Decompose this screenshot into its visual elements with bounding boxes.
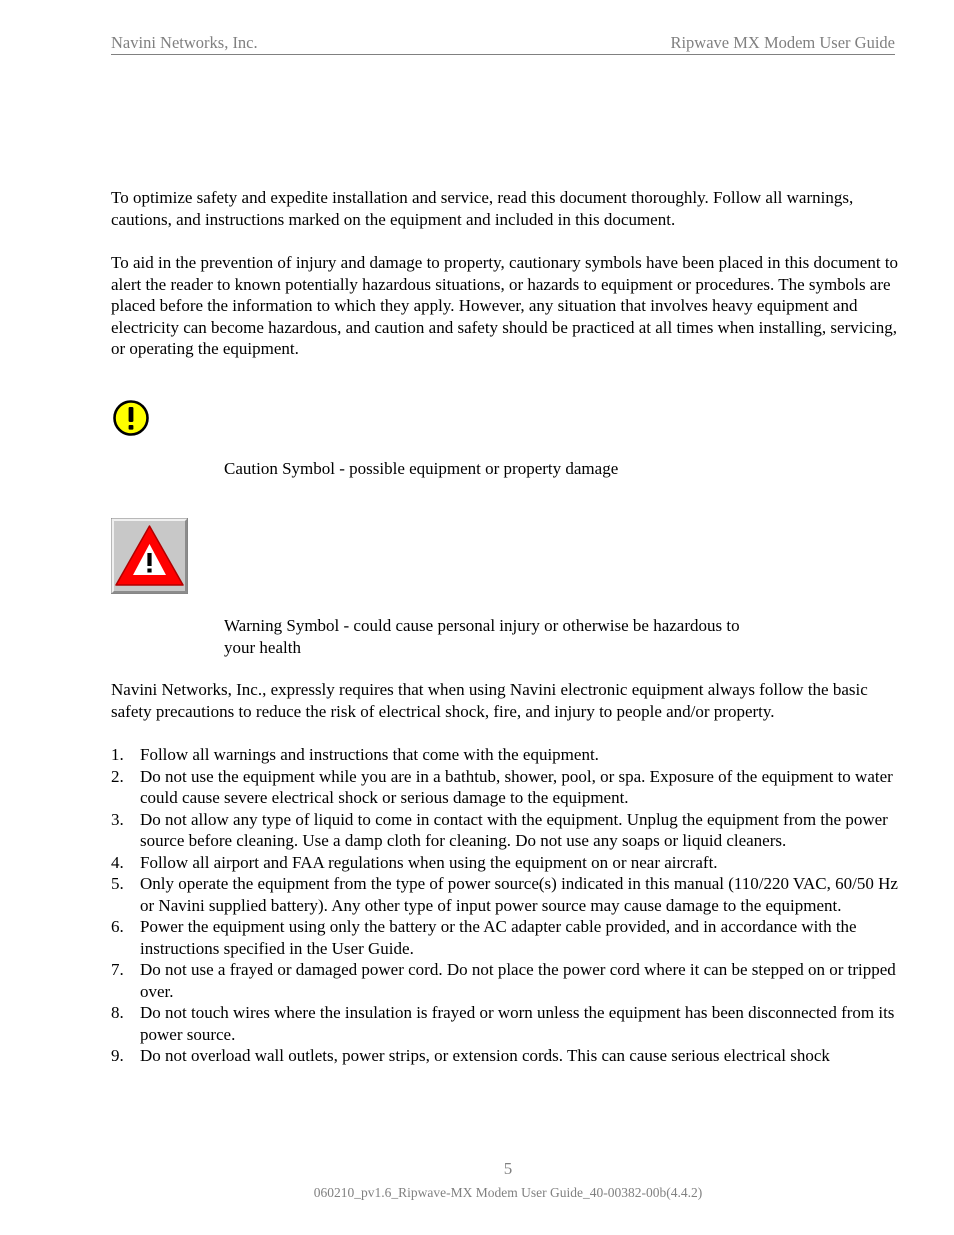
list-item-number: 9. <box>111 1046 124 1065</box>
list-item-text: Do not allow any type of liquid to come in contact with the equipment. Unplug the equipment from the power source before cleaning. Use a damp cloth for cleaning. Do not use any soaps or liquid cleaners. <box>140 809 888 850</box>
list-item-number: 4. <box>111 852 124 872</box>
list-item-text: Follow all warnings and instructions that come with the equipment. <box>140 745 599 764</box>
warning-caption <box>224 615 824 658</box>
intro-paragraph-2: To aid in the prevention of injury and damage to property, cautionary symbols have been placed in this document to alert the reader to known potentially hazardous situations, or hazards to equipment or procedures. The symbols are placed before the information to which they apply. However, any situation that involves heavy equipment and electricity can become hazardous, and caution and safety should be practiced at all times when installing, servicing, or operating the equipment. <box>111 253 899 358</box>
list-item <box>111 873 906 916</box>
list-item-text: Do not touch wires where the insulation is frayed or worn unless the equipment has been disconnected from its power source. <box>140 1003 895 1044</box>
precautions-list <box>111 744 906 1067</box>
list-item <box>111 959 906 1002</box>
list-item-text: Follow all airport and FAA regulations when using the equipment on or near aircraft. <box>140 852 718 872</box>
list-item-number: 3. <box>111 809 124 829</box>
list-item <box>111 1002 906 1045</box>
warning-caption-line-1: Warning Symbol - could cause personal injury or otherwise be hazardous to <box>224 616 740 635</box>
list-item-number: 7. <box>111 960 124 979</box>
list-item-text: Do not use a frayed or damaged power cord. Do not place the power cord where it can be stepped on or tripped over. <box>140 960 896 1001</box>
header-company: Navini Networks, Inc. <box>111 33 258 52</box>
list-item-number: 2. <box>111 766 124 786</box>
footer-document-id: 060210_pv1.6_Ripwave-MX Modem User Guide_40-00382-00b(4.4.2) <box>313 1185 703 1200</box>
list-item-number: 5. <box>111 874 124 893</box>
list-item-text: Do not overload wall outlets, power strips, or extension cords. This can cause serious electrical shock <box>140 1046 830 1065</box>
warning-icon <box>111 518 188 594</box>
intro-paragraph-1: To optimize safety and expedite installation and service, read this document thoroughly. Follow all warnings, cautions, and instructions marked on the equipment and included in this document. <box>111 188 854 229</box>
list-item-text: Do not use the equipment while you are in a bathtub, shower, pool, or spa. Exposure of the equipment to water could cause severe electrical shock or serious damage to the equipment. <box>140 766 893 807</box>
page-header <box>111 33 895 55</box>
list-item <box>111 809 906 852</box>
list-item <box>111 852 906 874</box>
list-item-number: 6. <box>111 917 124 936</box>
warning-caption-line-2: your health <box>224 637 301 657</box>
list-item <box>111 1045 906 1067</box>
list-item <box>111 766 906 809</box>
list-item <box>111 916 906 959</box>
list-item-number: 1. <box>111 745 124 764</box>
list-item-text: Power the equipment using only the battery or the AC adapter cable provided, and in accordance with the instructions specified in the User Guide. <box>140 917 857 958</box>
page-number: 5 <box>503 1159 513 1178</box>
list-item-text: Only operate the equipment from the type of power source(s) indicated in this manual (110/220 VAC, 60/50 Hz or Navini supplied battery). Any other type of input power source may cause damage to the equipment. <box>140 874 898 915</box>
caution-icon <box>112 399 150 437</box>
precautions-intro: Navini Networks, Inc., expressly requires that when using Navini electronic equipment always follow the basic safety precautions to reduce the risk of electrical shock, fire, and injury to people and/or property. <box>111 680 868 721</box>
caution-caption: Caution Symbol - possible equipment or property damage <box>224 459 619 478</box>
list-item <box>111 744 906 766</box>
list-item-number: 8. <box>111 1003 124 1022</box>
header-guide-title: Ripwave MX Modem User Guide <box>670 33 895 52</box>
